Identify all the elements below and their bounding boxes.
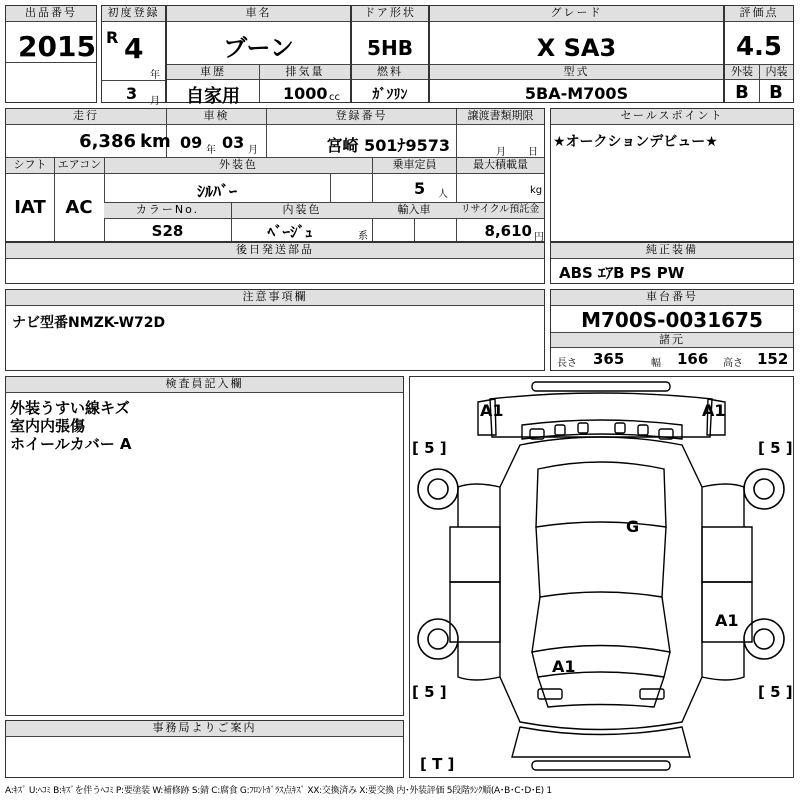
length-label: 長さ [557, 358, 577, 369]
height-value: 152 [757, 350, 789, 368]
interior-grade: B [769, 82, 783, 103]
office-header: 事務局よりご案内 [6, 721, 403, 737]
inspection-month: 03 [222, 133, 245, 152]
mileage-unit: km [140, 131, 171, 152]
color-no-header: カラーNo. [104, 203, 231, 219]
ext-color-header: 外装色 [104, 158, 372, 174]
ext-color: ｼﾙﾊﾞｰ [196, 182, 237, 201]
reg-number-header: 登録番号 [266, 109, 456, 125]
max-load-header: 最大積載量 [456, 158, 544, 174]
inspector-line: ホイールカバー A [10, 435, 132, 453]
color-no: S28 [151, 222, 184, 240]
door-type-box [351, 5, 429, 103]
caution-text: ナビ型番NMZK-W72D [12, 315, 166, 331]
inspection-year: 09 [180, 133, 203, 152]
recycle-unit: 円 [534, 232, 544, 243]
spare-tire: [ T ] [420, 755, 455, 773]
first-registration-header: 初度登録 [102, 6, 165, 22]
tire-tread: [ 5 ] [412, 683, 447, 701]
width-value: 166 [677, 350, 709, 368]
spec-header: 諸元 [551, 332, 793, 348]
int-color-header: 内装色 [231, 203, 372, 219]
width-label: 幅 [651, 358, 661, 369]
shift-header: シフト [6, 158, 54, 174]
lot-number-box [5, 5, 97, 103]
aircon-header: エアコン [54, 158, 104, 174]
genuine-equipment-header: 純正装備 [551, 243, 793, 259]
import-header: 輸入車 [372, 203, 456, 219]
caution-header: 注意事項欄 [6, 290, 544, 306]
vehicle-details-box [5, 108, 545, 242]
damage-mark: A1 [552, 657, 576, 676]
lot-number-header: 出品番号 [6, 6, 96, 22]
year-unit: 年 [150, 70, 160, 81]
transfer-day-unit: 日 [528, 147, 538, 158]
int-color-unit: 系 [358, 231, 368, 242]
transfer-month-unit: 月 [496, 147, 506, 158]
tire-tread: [ 5 ] [758, 439, 793, 457]
max-load-unit: kg [530, 185, 543, 196]
era-mark: R [106, 28, 119, 47]
chassis-header: 車台番号 [551, 290, 793, 306]
later-parts-box [5, 242, 545, 284]
car-history-header: 車歴 [167, 64, 259, 80]
mileage: 6,386 [79, 131, 136, 152]
recycle-header: リサイクル預託金 [456, 203, 544, 219]
exterior-header: 外装 [725, 64, 759, 80]
car-diagram [410, 377, 793, 777]
later-parts-header: 後日発送部品 [6, 243, 544, 259]
car-name-box [166, 5, 351, 107]
first-reg-month: 3 [126, 84, 138, 103]
score-header: 評価点 [725, 6, 793, 22]
shift: IAT [14, 197, 46, 218]
sales-point-header: セールスポイント [551, 109, 793, 125]
length-value: 365 [593, 350, 625, 368]
displacement: 1000 [283, 84, 328, 103]
door-type: 5HB [367, 36, 413, 60]
aircon: AC [65, 197, 93, 218]
door-type-header: ドア形状 [352, 6, 428, 22]
first-reg-year: 4 [124, 32, 144, 65]
fuel: ｶﾞｿﾘﾝ [372, 87, 408, 103]
height-label: 高さ [723, 358, 743, 369]
grade-box [429, 5, 724, 103]
int-color: ﾍﾞｰｼﾞｭ [267, 223, 313, 241]
chassis-number: M700S-0031675 [581, 308, 763, 332]
capacity-unit: 人 [438, 189, 448, 200]
genuine-equipment-box [550, 242, 794, 284]
displacement-header: 排気量 [259, 64, 350, 80]
reg-number: 宮崎 501ﾅ9573 [326, 136, 450, 155]
damage-mark: A1 [480, 401, 504, 420]
tire-tread: [ 5 ] [412, 439, 447, 457]
inspector-line: 室内内張傷 [10, 417, 86, 435]
inspection-header: 車検 [166, 109, 266, 125]
inspection-month-unit: 月 [248, 145, 258, 156]
recycle-fee: 8,610 [484, 222, 532, 240]
car-diagram-box [409, 376, 794, 778]
displacement-unit: cc [329, 92, 340, 103]
score: 4.5 [735, 32, 783, 62]
chassis-box [550, 289, 794, 371]
damage-mark: G [626, 517, 640, 536]
genuine-equipment: ABS ｴｱB PS PW [559, 264, 685, 282]
capacity-header: 乗車定員 [372, 158, 456, 174]
damage-mark: A1 [702, 401, 726, 420]
grade-header: グレード [430, 6, 723, 22]
tire-tread: [ 5 ] [758, 683, 793, 701]
damage-mark: A1 [715, 611, 739, 630]
month-unit: 月 [150, 96, 160, 107]
capacity: 5 [414, 179, 426, 198]
lot-number: 2015 [18, 30, 96, 63]
sales-point: ★オークションデビュー★ [553, 134, 718, 150]
score-box [724, 5, 794, 103]
inspector-box [5, 376, 404, 716]
model-header: 型式 [430, 64, 723, 80]
first-registration-box [101, 5, 166, 107]
office-box [5, 720, 404, 778]
legend: A:ｷｽﾞ U:ﾍｺﾐ B:ｷｽﾞを伴うﾍｺﾐ P:要塗装 W:補修跡 S:錆 C:腐食 G:ﾌﾛﾝﾄｶﾞﾗｽ点ｷｽﾞ XX:交換済み X:要交換 内･外装評価 5段階ﾗﾝｸ順(A･B･C･D･E) 1 [5, 786, 552, 796]
transfer-doc-header: 譲渡書類期限 [456, 109, 544, 125]
car-name-header: 車名 [167, 6, 350, 22]
car-history: 自家用 [186, 86, 240, 107]
grade: X SA3 [536, 34, 617, 62]
mileage-header: 走行 [6, 109, 166, 125]
inspector-line: 外装うすい線キズ [10, 399, 130, 417]
interior-header: 内装 [759, 64, 793, 80]
exterior-grade: B [735, 82, 749, 103]
inspection-year-unit: 年 [206, 145, 216, 156]
sales-point-box [550, 108, 794, 242]
model: 5BA-M700S [524, 84, 629, 103]
inspector-header: 検査員記入欄 [6, 377, 403, 393]
car-name: ブーン [223, 34, 294, 62]
fuel-header: 燃料 [352, 64, 428, 80]
caution-box [5, 289, 545, 371]
